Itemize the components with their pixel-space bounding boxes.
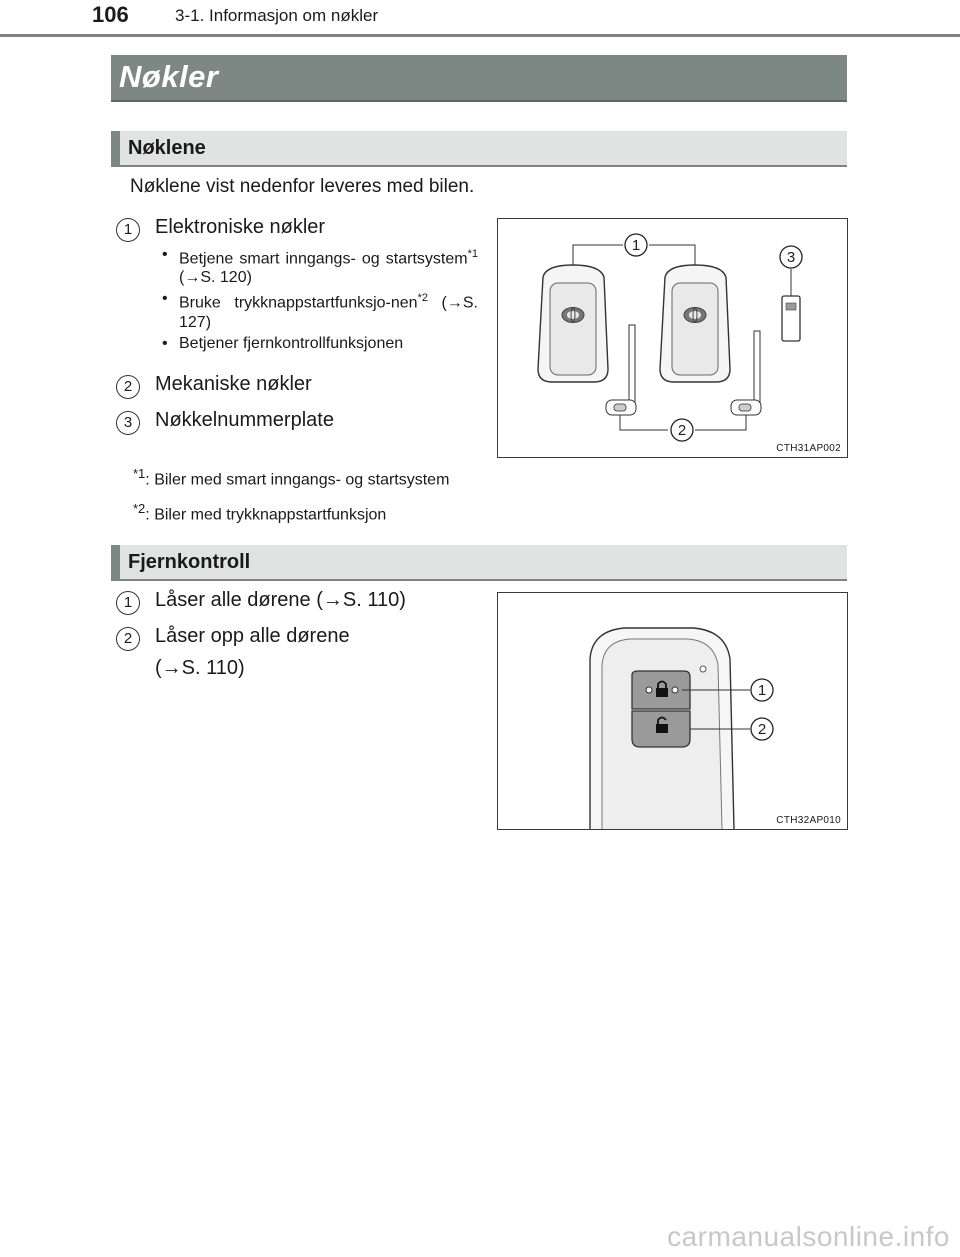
footnote-ref: *2	[417, 292, 428, 305]
list-item-continuation: (→S. 110)	[155, 657, 245, 679]
footnote-1	[133, 466, 449, 489]
section-accent-bar	[111, 545, 120, 579]
watermark: carmanualsonline.info	[667, 1221, 950, 1252]
footnote-text: : Biler med smart inngangs- og startsystem	[145, 471, 450, 489]
list-item-label: Elektroniske nøkler	[155, 216, 326, 238]
number-badge: 2	[116, 375, 140, 399]
callout-label: 2	[677, 422, 687, 439]
list-item-label: Mekaniske nøkler	[155, 373, 312, 395]
section-heading-label: Fjernkontroll	[128, 551, 251, 573]
key-number-plate	[782, 296, 800, 341]
list-item-label: Nøkkelnummerplate	[155, 409, 334, 431]
bullet-text: Betjene smart inngangs- og startsystem	[179, 250, 468, 268]
bullet-text: Betjener fjernkontrollfunksjonen	[179, 334, 404, 352]
page-title: Nøkler	[119, 59, 219, 94]
section-heading-noklene	[111, 131, 847, 167]
callout-label: 1	[757, 682, 767, 699]
electronic-key-left	[538, 265, 608, 382]
remote-drawing	[498, 593, 847, 829]
list-item-label: Låser opp alle dørene	[155, 625, 350, 647]
bullet-text: Bruke trykknappstartfunksjo-nen	[179, 294, 418, 312]
remote-illustration	[497, 592, 848, 830]
page-reference: (→S. 120)	[179, 269, 252, 287]
footnote-mark: *1	[133, 466, 146, 481]
callout-label: 3	[786, 249, 796, 266]
bullet-item: • Bruke trykknappstartfunksjo-nen$^{*2}$ (→S. 127)	[162, 290, 478, 331]
intro-text: Nøklene vist nedenfor leveres med bilen.	[130, 176, 475, 197]
page-title-band	[111, 55, 847, 102]
keys-drawing	[498, 219, 847, 457]
bullet-item: • Betjene smart inngangs- og startsystem$^{*1}$ (→S. 120)	[162, 246, 478, 287]
toyota-logo-icon	[684, 308, 706, 323]
footnote-ref: *1	[467, 248, 478, 260]
list-item-label: Låser alle dørene (→S. 110)	[155, 589, 406, 611]
header-divider	[0, 34, 960, 37]
bullet-item: • Betjener fjernkontrollfunksjonen	[162, 334, 404, 352]
bullet-list	[162, 245, 478, 355]
number-badge: 3	[116, 411, 140, 435]
callout-label: 1	[631, 237, 641, 254]
footnote-mark: *2	[133, 501, 146, 516]
unlock-button	[632, 711, 690, 747]
number-badge: 1	[116, 218, 140, 242]
figure-code: CTH31AP002	[776, 443, 841, 454]
electronic-key-right	[660, 265, 730, 382]
page-number: 106	[92, 2, 129, 27]
lock-button	[632, 671, 690, 709]
mechanical-key-right	[731, 331, 761, 415]
callout-label: 2	[757, 721, 767, 738]
number-badge: 2	[116, 627, 140, 651]
footnote-2	[133, 501, 386, 524]
section-accent-bar	[111, 131, 120, 165]
keys-illustration	[497, 218, 848, 458]
mechanical-key-left	[606, 325, 636, 415]
footnote-text: : Biler med trykknappstartfunksjon	[145, 506, 387, 524]
page-reference: (→S. 127)	[179, 294, 478, 331]
section-heading-fjernkontroll	[111, 545, 847, 581]
chapter-title: 3-1. Informasjon om nøkler	[175, 6, 379, 25]
figure-code: CTH32AP010	[776, 815, 841, 826]
section-heading-label: Nøklene	[128, 137, 206, 159]
number-badge: 1	[116, 591, 140, 615]
toyota-logo-icon	[562, 308, 584, 323]
